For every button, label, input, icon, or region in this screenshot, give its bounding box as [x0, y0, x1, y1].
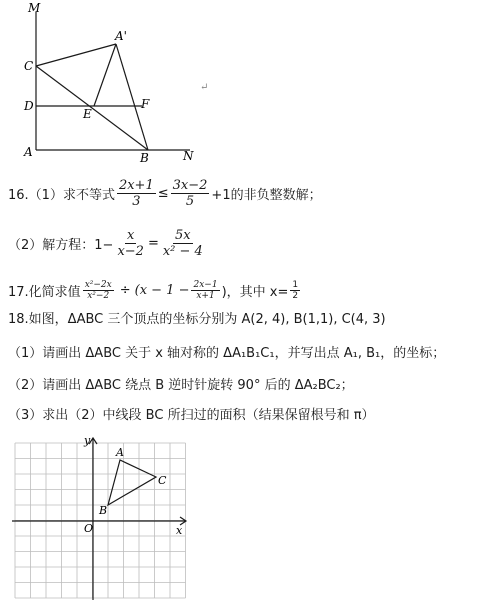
q16-frac2-num: 3x−2: [172, 178, 208, 193]
q17-frac-c-den: 2: [292, 291, 299, 301]
q17-frac-b: [191, 280, 219, 301]
q18-line3: （2）请画出 ΔABC 绕点 B 逆时针旋转 90° 后的 ΔA₂BC₂；: [8, 378, 354, 393]
grid-label-y: y: [84, 436, 91, 447]
q16-frac3: [115, 228, 146, 259]
label-F: F: [141, 97, 150, 111]
q16-frac4: [161, 228, 205, 259]
q16-tail: +1的非负整数解；: [211, 188, 322, 203]
return-mark: ↵: [200, 82, 209, 93]
q17-frac-a-num: x²−2x: [84, 280, 112, 290]
q17: [8, 280, 302, 301]
label-A: A: [24, 145, 33, 159]
geometry-figure: [20, 0, 220, 170]
label-B: B: [140, 151, 149, 165]
coordinate-grid-figure: [10, 436, 200, 602]
q18-line2: （1）请画出 ΔABC 关于 x 轴对称的 ΔA₁B₁C₁，并写出点 A₁, B₁，的坐标；: [8, 346, 446, 361]
q17-frac-b-num: 2x−1: [193, 280, 218, 290]
q16-part2: [8, 228, 207, 259]
q17-paren-close: )，其中 x=: [221, 285, 289, 300]
q16-frac4-den: x² − 4: [162, 244, 203, 259]
label-A-prime: A': [115, 29, 127, 43]
label-M: M: [28, 1, 41, 15]
q17-prefix: 17.化简求值: [8, 285, 81, 300]
grid-label-A: A: [116, 446, 124, 459]
q16-frac1-den: 3: [132, 194, 141, 209]
q16-frac1: [117, 178, 156, 209]
label-D: D: [24, 99, 34, 113]
grid-label-C: C: [158, 474, 167, 487]
triangle-ABC: [108, 460, 156, 505]
q16-frac3-den: x−2: [117, 244, 144, 259]
grid-label-B: B: [99, 504, 108, 517]
q17-frac-c-num: 1: [292, 280, 299, 290]
label-E: E: [83, 107, 92, 121]
grid-label-x: x: [176, 524, 183, 537]
q16-eq: =: [147, 236, 159, 251]
q16-frac1-num: 2x+1: [118, 178, 154, 193]
q18-line4: （3）求出（2）中线段 BC 所扫过的面积（结果保留根号和 π）: [8, 408, 375, 423]
label-N: N: [183, 149, 194, 163]
q16-frac4-num: 5x: [175, 228, 191, 243]
q17-frac-b-den: x+1: [196, 291, 215, 301]
q16-part2-prefix: （2）解方程：1−: [8, 238, 114, 253]
q16-prefix: 16.（1）求不等式: [8, 188, 115, 203]
q17-frac-c: [290, 280, 300, 301]
label-C: C: [24, 59, 34, 73]
q16-frac3-num: x: [127, 228, 135, 243]
grid-label-O: O: [84, 522, 94, 535]
q18-line1: 18.如图，ΔABC 三个顶点的坐标分别为 A(2, 4), B(1,1), C(4, 3): [8, 312, 386, 327]
q16-frac2-den: 5: [185, 194, 195, 209]
q17-op: ÷: [119, 283, 131, 298]
q17-frac-a: [83, 280, 114, 301]
q16-frac2: [171, 178, 210, 209]
q17-paren-open: (x − 1 −: [134, 283, 190, 298]
q16-leq: ≤: [157, 186, 169, 201]
q16-part1: [8, 178, 322, 209]
q17-frac-a-den: x²−2: [87, 291, 110, 301]
